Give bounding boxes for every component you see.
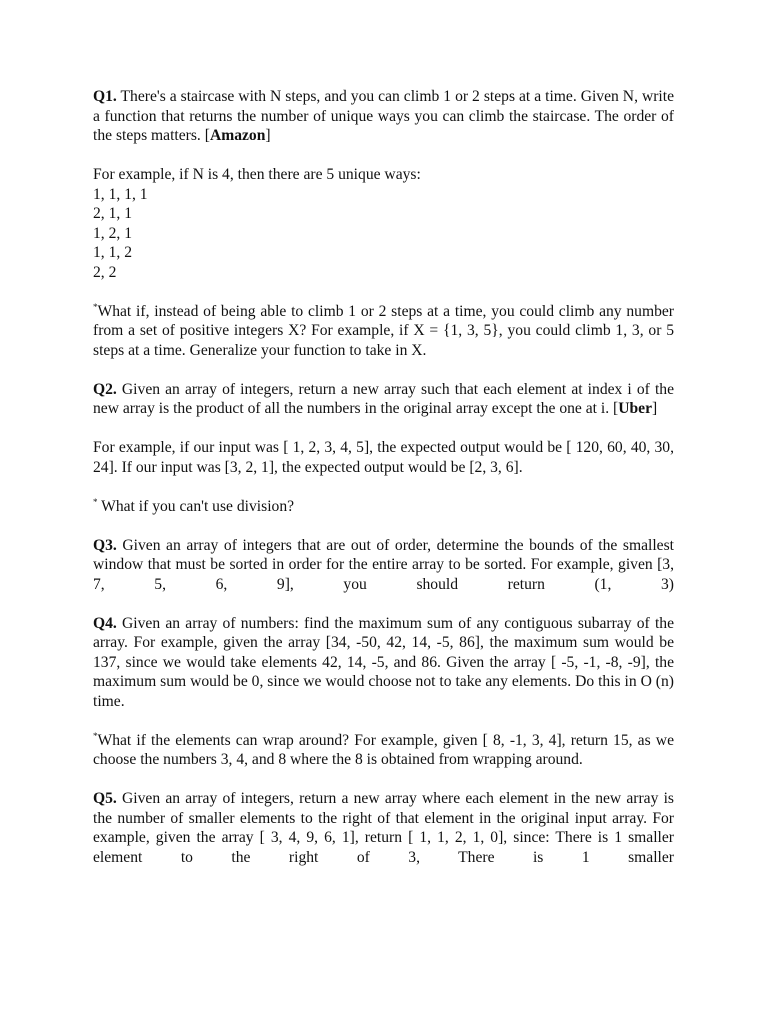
question-1-followup bbox=[93, 302, 674, 361]
followup-marker: * bbox=[93, 301, 98, 312]
followup-marker: * bbox=[93, 496, 98, 507]
question-4-label: Q4. bbox=[93, 614, 117, 632]
question-1-way: 1, 1, 1, 1 bbox=[93, 185, 148, 203]
question-1-company: Amazon bbox=[209, 127, 266, 144]
question-4-followup-text: What if the elements can wrap around? For example, given [ 8, -1, 3, 4], return 15, as we choose the numbers 3, 4, and 8 where the 8 is obtained from wrapping around. bbox=[93, 731, 674, 768]
question-4-text: Given an array of numbers: find the maximum sum of any contiguous subarray of the array. For example, given the array [34, -50, 42, 14, -5, 86], the maximum sum would be 137, since we would take elements 42, 14, -5, and 86. Given the array [ -5, -1, -8, -9], the maximum sum would be 0, since we would choose not to take any elements. Do this in O (n) time. bbox=[93, 614, 674, 710]
question-5-label: Q5. bbox=[93, 790, 117, 807]
question-1-label: Q1. bbox=[93, 88, 117, 105]
question-2-followup-text: What if you can't use division? bbox=[97, 497, 295, 515]
question-1-way: 1, 1, 2 bbox=[93, 244, 132, 261]
question-1-example-intro: For example, if N is 4, then there are 5 unique ways: bbox=[93, 166, 421, 183]
document-page bbox=[93, 87, 674, 867]
question-1-bracket: ] bbox=[265, 127, 271, 144]
question-2-bracket: ] bbox=[652, 400, 658, 417]
question-1-followup-text: What if, instead of being able to climb 1 or 2 steps at a time, you could climb any number from a set of positive integers X? For example, if X = {1, 3, 5}, you could climb 1, 3, or 5 steps at a time. Generalize your function to take in X. bbox=[93, 302, 674, 359]
followup-marker: * bbox=[93, 730, 98, 741]
question-3 bbox=[93, 536, 674, 595]
question-4-followup bbox=[93, 731, 674, 770]
question-4 bbox=[93, 614, 674, 712]
question-5-text: Given an array of integers, return a new array where each element in the new array is the number of smaller elements to the right of that element in the original input array. For example, given the array [ 3, 4, 9, 6, 1], return [ 1, 1, 2, 1, 0], since: There is 1 smaller element to the right of 3, There is 1 smaller bbox=[93, 790, 674, 866]
question-3-label: Q3. bbox=[93, 536, 117, 554]
question-2-text: Given an array of integers, return a new array such that each element at index i of the new array is the product of all the numbers in the original array except the one at i. [ bbox=[93, 380, 674, 417]
question-2-company: Uber bbox=[618, 400, 653, 417]
question-5 bbox=[93, 789, 674, 867]
question-1-way: 2, 1, 1 bbox=[93, 205, 132, 222]
question-1-text: There's a staircase with N steps, and you can climb 1 or 2 steps at a time. Given N, write a function that returns the number of unique ways you can climb the staircase. The order of the steps matters. [ bbox=[93, 88, 674, 144]
question-2-followup bbox=[93, 497, 674, 517]
question-1-way: 2, 2 bbox=[93, 263, 117, 281]
question-2-example: For example, if our input was [ 1, 2, 3, 4, 5], the expected output would be [ 120, 60, 40, 30, 24]. If our input was [3, 2, 1], the expected output would be [2, 3, 6]. bbox=[93, 439, 674, 476]
question-1 bbox=[93, 87, 674, 146]
question-2 bbox=[93, 380, 674, 419]
question-1-way: 1, 2, 1 bbox=[93, 224, 132, 242]
question-2-label: Q2. bbox=[93, 380, 117, 398]
question-3-text: Given an array of integers that are out of order, determine the bounds of the smallest window that must be sorted in order for the entire array to be sorted. For example, given [3, 7, 5, 6, 9], you should return (1, 3) bbox=[93, 536, 674, 593]
